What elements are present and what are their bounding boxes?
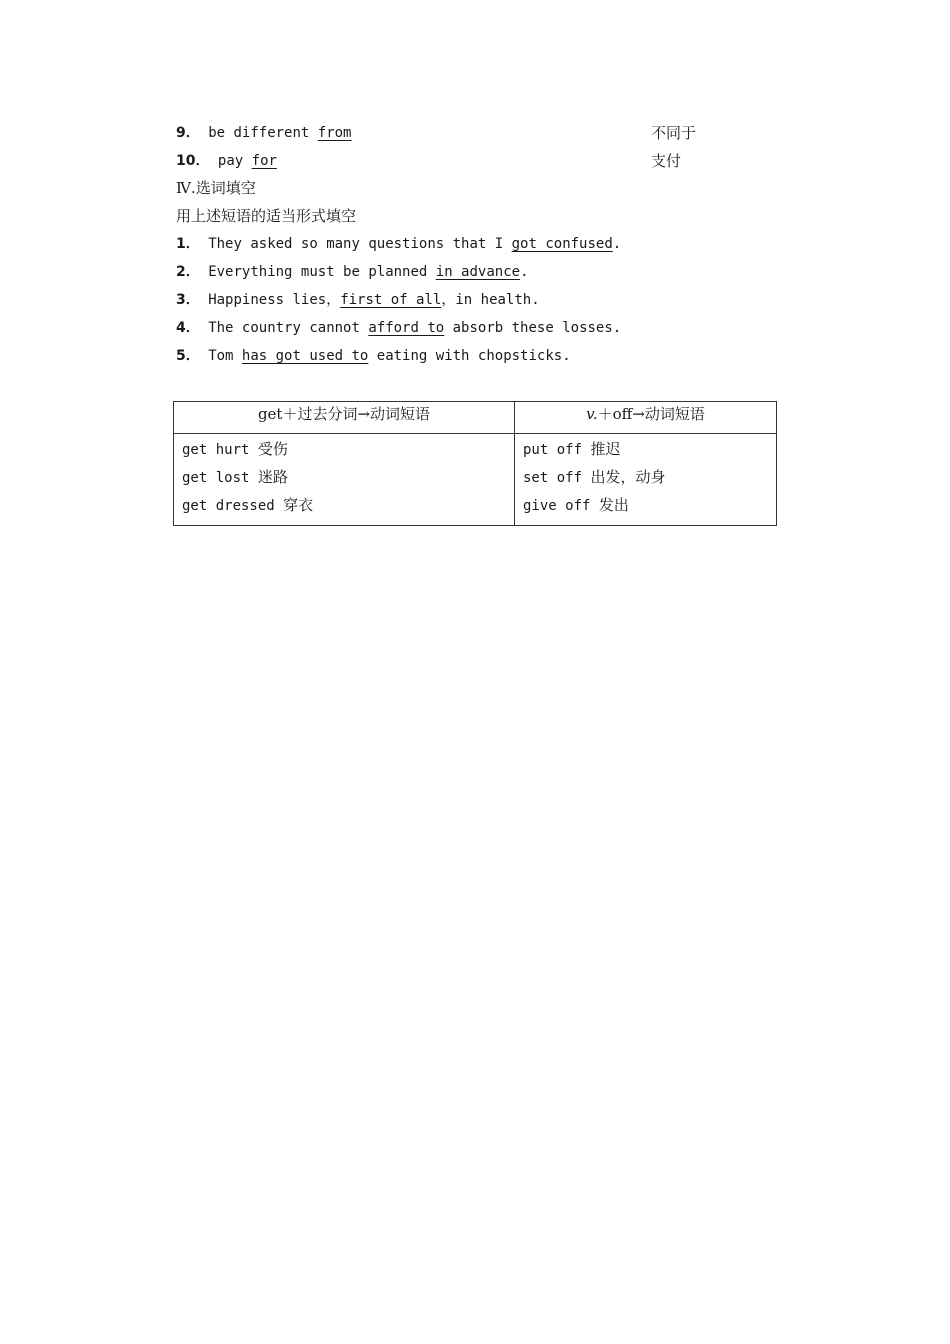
item-number: 4．: [176, 320, 200, 336]
sentence-start: Happiness lies，: [208, 292, 341, 308]
list-item: [182, 491, 506, 519]
header-left: get＋过去分词→动词短语: [174, 402, 515, 434]
phrase-zh: 发出: [598, 496, 629, 514]
exercise-3: [176, 289, 540, 311]
sentence-start: Tom: [208, 348, 242, 364]
phrase-text: be different: [208, 125, 318, 141]
list-item: [523, 463, 768, 491]
phrase-zh: 穿衣: [283, 496, 314, 514]
sentence-end: ，in health.: [441, 292, 540, 308]
item-number: 9．: [176, 125, 200, 141]
exercise-2: [176, 261, 529, 283]
sentence-end: .: [520, 264, 529, 280]
sentence-end: absorb these losses.: [444, 320, 622, 336]
sentence-start: They asked so many questions that I: [208, 236, 512, 252]
phrase-en: give off: [523, 498, 591, 514]
item-number: 3．: [176, 292, 200, 308]
exercise-5: [176, 345, 571, 367]
section-title: Ⅳ.选词填空: [176, 179, 256, 197]
answer: has got used to: [241, 348, 369, 364]
answer: first of all: [340, 292, 442, 308]
phrase-en: put off: [523, 442, 583, 458]
list-item: [182, 463, 506, 491]
item-number: 5．: [176, 348, 200, 364]
item-number: 2．: [176, 264, 200, 280]
right-cell: [515, 434, 777, 526]
sentence-start: The country cannot: [208, 320, 369, 336]
answer-blank: for: [251, 153, 277, 169]
answer-blank: from: [317, 125, 352, 141]
answer: afford to: [368, 320, 445, 336]
phrase-text: pay: [217, 153, 252, 169]
phrase-zh: 出发，动身: [590, 468, 666, 486]
list-item: [182, 435, 506, 463]
header-right: [515, 402, 777, 434]
vocab-item-10: [176, 150, 682, 172]
phrase-zh: 推迟: [590, 440, 621, 458]
answer: got confused: [511, 236, 613, 252]
phrase-zh: 受伤: [257, 440, 288, 458]
header-right-text: ＋off→动词短语: [597, 405, 705, 423]
list-item: [523, 435, 768, 463]
phrase-zh: 迷路: [257, 468, 288, 486]
section-instruction: 用上述短语的适当形式填空: [176, 207, 357, 225]
left-cell: [174, 434, 515, 526]
exercise-1: [176, 233, 621, 255]
list-item: [523, 491, 768, 519]
table-row: [174, 434, 777, 526]
exercise-4: [176, 317, 621, 339]
item-number: 1．: [176, 236, 200, 252]
header-right-italic: v.: [586, 405, 598, 423]
vocab-item-9: [176, 122, 697, 144]
phrase-en: set off: [523, 470, 583, 486]
table-header-row: [174, 402, 777, 434]
sentence-end: eating with chopsticks.: [368, 348, 571, 364]
meaning: 支付: [651, 152, 682, 170]
item-number: 10．: [176, 153, 210, 169]
meaning: 不同于: [651, 124, 697, 142]
answer: in advance: [435, 264, 521, 280]
phrase-en: get dressed: [182, 498, 275, 514]
sentence-start: Everything must be planned: [208, 264, 436, 280]
phrase-table: [173, 401, 777, 526]
phrase-en: get lost: [182, 470, 250, 486]
sentence-end: .: [612, 236, 622, 252]
phrase-en: get hurt: [182, 442, 250, 458]
